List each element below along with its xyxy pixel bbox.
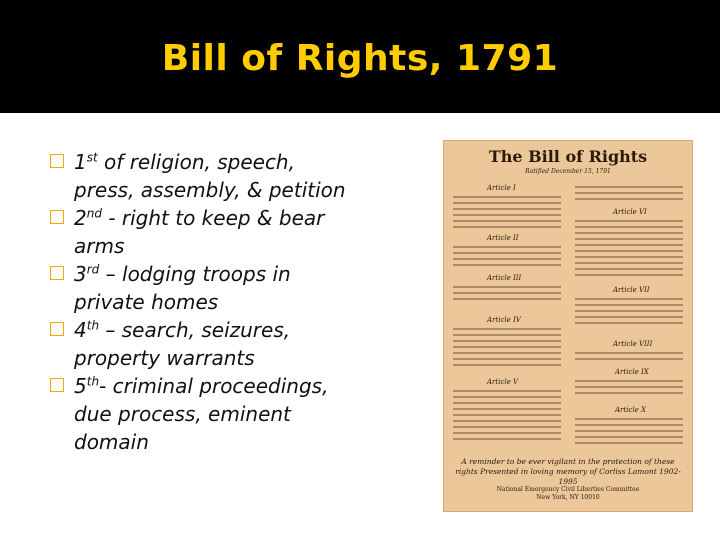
article-heading: Article VI xyxy=(613,208,647,216)
bullet-text: of religion, speech, press, assembly, & petition xyxy=(74,150,346,202)
bullet-text: – search, seizures, property warrants xyxy=(74,318,291,370)
document-subtitle: Ratified December 15, 1791 xyxy=(525,168,611,175)
bullet-number: 1 xyxy=(74,150,87,174)
bullet-item xyxy=(50,204,350,260)
bullet-box-icon xyxy=(50,322,64,336)
article-heading: Article IX xyxy=(615,368,649,376)
article-text xyxy=(453,286,561,304)
bullet-box-icon xyxy=(50,210,64,224)
bullet-ordinal: rd xyxy=(86,262,100,277)
organization-city: New York, NY 10010 xyxy=(536,494,600,501)
bullet-ordinal: st xyxy=(86,150,98,165)
article-text xyxy=(575,186,683,204)
document-title: The Bill of Rights xyxy=(488,147,648,166)
article-text xyxy=(575,220,683,280)
bullet-box-icon xyxy=(50,154,64,168)
bullet-ordinal: th xyxy=(86,374,100,389)
article-heading: Article VII xyxy=(613,286,650,294)
bullet-item xyxy=(50,260,350,316)
article-text xyxy=(575,418,683,448)
bullet-text: – lodging troops in private homes xyxy=(74,262,291,314)
document-footer: A reminder to be ever vigilant in the protection of these rights Presented in loving memory of Corliss Lamont 1902-1995 xyxy=(455,457,681,486)
bill-of-rights-document-image xyxy=(443,140,693,512)
article-text xyxy=(453,328,561,370)
article-heading: Article V xyxy=(487,378,519,386)
bullet-item xyxy=(50,372,350,456)
organization-name: National Emergency Civil Liberties Committee xyxy=(496,486,640,493)
bullet-list xyxy=(50,148,350,456)
article-heading: Article III xyxy=(487,274,522,282)
article-heading: Article I xyxy=(487,184,516,192)
bullet-number: 5 xyxy=(74,374,87,398)
article-text xyxy=(453,390,561,444)
slide-title: Bill of Rights, 1791 xyxy=(161,38,559,79)
bullet-ordinal: nd xyxy=(86,206,102,221)
bullet-item xyxy=(50,316,350,372)
bullet-ordinal: th xyxy=(86,318,100,333)
article-heading: Article X xyxy=(615,406,646,414)
article-text xyxy=(453,246,561,270)
article-text xyxy=(453,196,561,232)
bullet-text: - criminal proceedings, due process, eminent domain xyxy=(74,374,329,454)
bullet-number: 2 xyxy=(74,206,87,230)
bullet-item xyxy=(50,148,350,204)
article-text xyxy=(575,352,683,364)
article-heading: Article VIII xyxy=(613,340,653,348)
bullet-box-icon xyxy=(50,266,64,280)
bullet-text: - right to keep & bear arms xyxy=(74,206,325,258)
article-heading: Article IV xyxy=(487,316,521,324)
document-organization xyxy=(443,486,693,502)
bullet-number: 4 xyxy=(74,318,87,342)
article-text xyxy=(575,298,683,328)
bullet-box-icon xyxy=(50,378,64,392)
article-heading: Article II xyxy=(487,234,519,242)
bullet-number: 3 xyxy=(74,262,87,286)
article-text xyxy=(575,380,683,398)
